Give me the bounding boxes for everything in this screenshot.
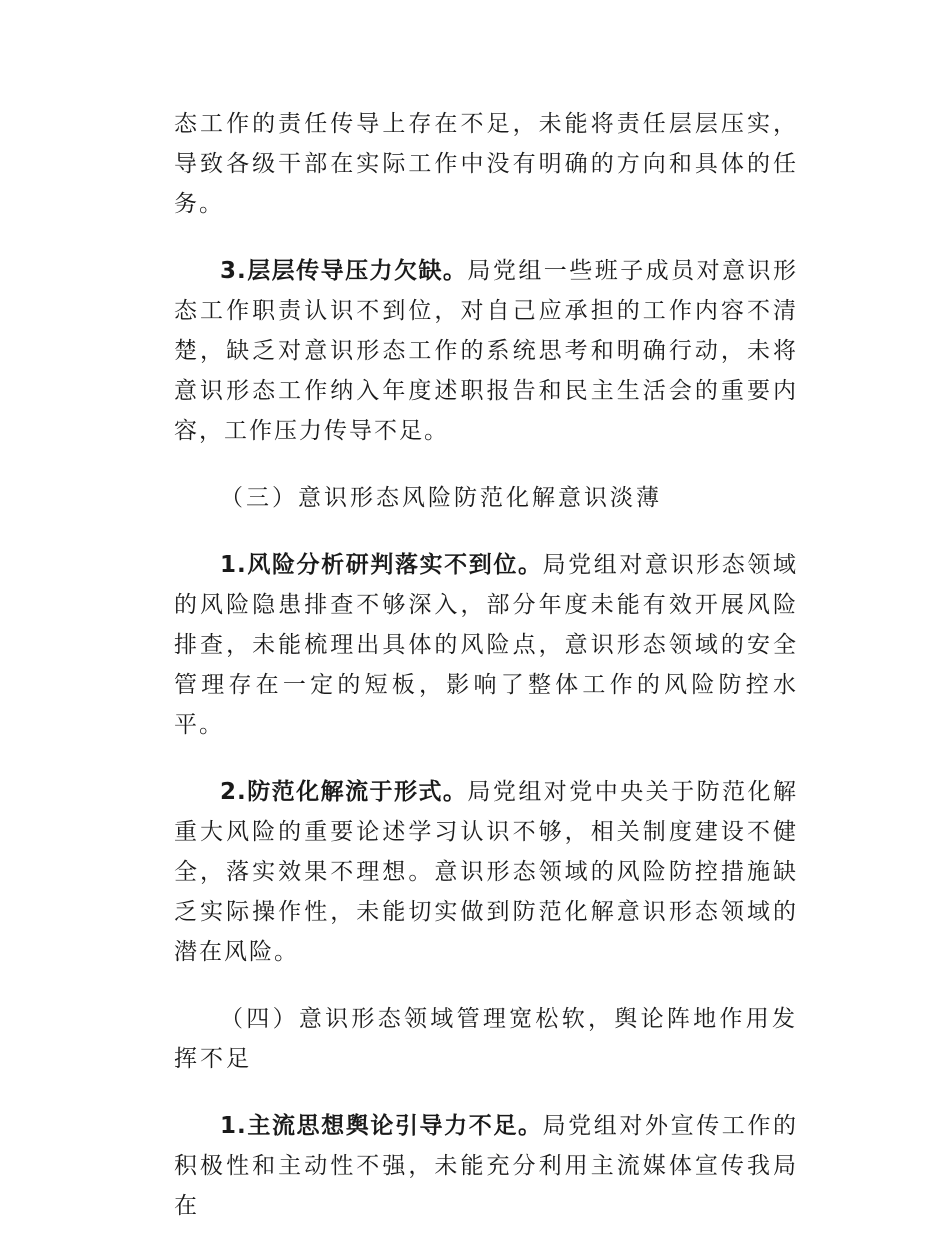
section-heading-text: （三）意识形态风险防范化解意识淡薄 (220, 485, 662, 511)
section-heading-4 (174, 999, 798, 1079)
paragraph-continuation (174, 104, 798, 224)
paragraph-item-2 (174, 772, 798, 972)
item-heading: 1.风险分析研判落实不到位。 (220, 552, 543, 578)
paragraph-item-1b (174, 1106, 798, 1226)
item-heading: 1.主流思想舆论引导力不足。 (220, 1113, 543, 1139)
paragraph-item-1 (174, 545, 798, 745)
section-heading-text: （四）意识形态领域管理宽松软，舆论阵地作用发挥不足 (174, 1006, 798, 1072)
paragraph-text: 局党组对意识形态领域的风险隐患排查不够深入，部分年度未能有效开展风险排查，未能梳理出具体的风险点，意识形态领域的安全管理存在一定的短板，影响了整体工作的风险防控水平。 (174, 552, 798, 738)
paragraph-text: 局党组一些班子成员对意识形态工作职责认识不到位，对自己应承担的工作内容不清楚，缺乏对意识形态工作的系统思考和明确行动，未将意识形态工作纳入年度述职报告和民主生活会的重要内容，工作压力传导不足。 (174, 258, 798, 444)
paragraph-item-3 (174, 251, 798, 451)
paragraph-text: 局党组对党中央关于防范化解重大风险的重要论述学习认识不够，相关制度建设不健全，落实效果不理想。意识形态领域的风险防控措施缺乏实际操作性，未能切实做到防范化解意识形态领域的潜在风险。 (174, 779, 798, 965)
paragraph-text: 局党组对外宣传工作的积极性和主动性不强，未能充分利用主流媒体宣传我局在 (174, 1113, 798, 1219)
paragraph-text: 态工作的责任传导上存在不足，未能将责任层层压实，导致各级干部在实际工作中没有明确的方向和具体的任务。 (174, 111, 798, 217)
document-page (174, 104, 798, 1253)
item-heading: 2.防范化解流于形式。 (220, 779, 468, 805)
item-heading: 3.层层传导压力欠缺。 (220, 258, 468, 284)
section-heading-3 (174, 478, 798, 518)
